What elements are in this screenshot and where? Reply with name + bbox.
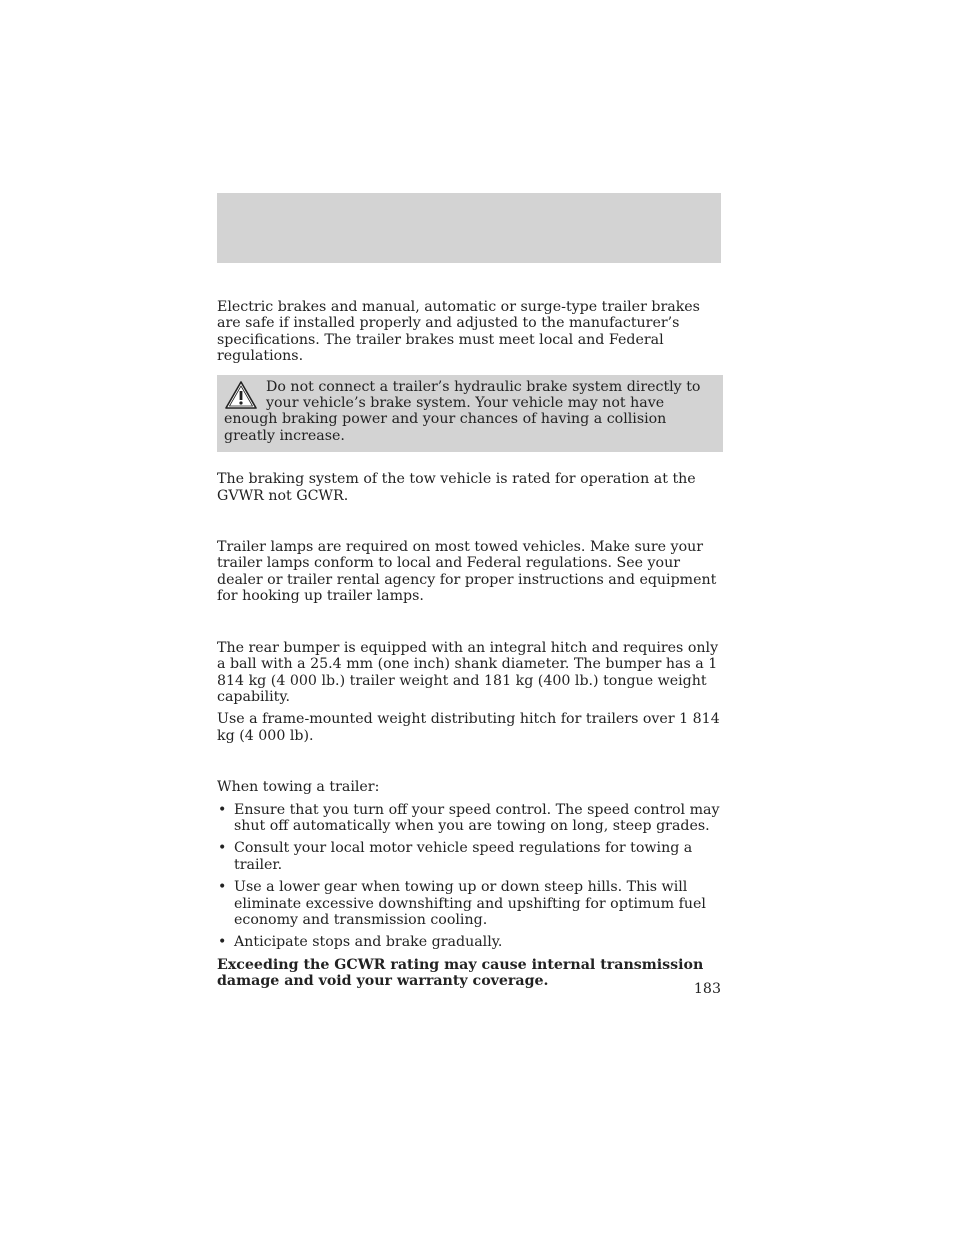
- list-item: [217, 879, 723, 928]
- towing-tips-list: [217, 802, 723, 951]
- towing-intro-paragraph: When towing a trailer:: [217, 779, 380, 796]
- list-item-text: Use a lower gear when towing up or down steep hills. This will eliminate excessive downshifting and upshifting for optimum fuel economy and transmission cooling.: [234, 879, 706, 928]
- list-item-text: Consult your local motor vehicle speed regulations for towing a trailer.: [234, 840, 693, 873]
- frame-hitch-paragraph: Use a frame-mounted weight distributing hitch for trailers over 1 814 kg (4 000 lb).: [217, 711, 720, 744]
- braking-rating-paragraph: The braking system of the tow vehicle is rated for operation at the GVWR not GCWR.: [217, 471, 696, 504]
- warning-triangle-icon: [224, 380, 258, 410]
- bullet-symbol: •: [218, 879, 227, 896]
- page-content: [217, 299, 723, 990]
- bullet-symbol: •: [218, 840, 227, 857]
- list-item-text: Ensure that you turn off your speed control. The speed control may shut off automatically when you are towing on long, steep grades.: [234, 801, 720, 834]
- trailer-lamps-paragraph: Trailer lamps are required on most towed vehicles. Make sure your trailer lamps conform to local and Federal regulations. See your dealer or trailer rental agency for proper instructions and equipment for hooking up trailer lamps.: [217, 539, 717, 605]
- warning-text: Do not connect a trailer’s hydraulic brake system directly to your vehicle’s brake system. Your vehicle may not have enough braking power and your chances of having a collision greatly increase.: [224, 378, 701, 444]
- warning-box: [217, 375, 723, 453]
- list-item: [217, 934, 723, 950]
- bullet-symbol: •: [218, 934, 227, 951]
- gcwr-warning-note: Exceeding the GCWR rating may cause internal transmission damage and void your warranty coverage.: [217, 956, 704, 990]
- section-header-band: [217, 193, 721, 263]
- bullet-symbol: •: [218, 801, 227, 818]
- bumper-paragraph: The rear bumper is equipped with an integral hitch and requires only a ball with a 25.4 mm (one inch) shank diameter. The bumper has a 1 814 kg (4 000 lb.) trailer weight and 181 kg (400 lb.) tongue weight capability.: [217, 639, 719, 705]
- list-item: [217, 840, 723, 873]
- brakes-intro-paragraph: Electric brakes and manual, automatic or surge-type trailer brakes are safe if installed properly and adjusted to the manufacturer’s specifications. The trailer brakes must meet local and Federal regulations.: [217, 299, 700, 365]
- list-item: [217, 802, 723, 835]
- list-item-text: Anticipate stops and brake gradually.: [234, 934, 503, 951]
- page-number: 183: [693, 981, 721, 997]
